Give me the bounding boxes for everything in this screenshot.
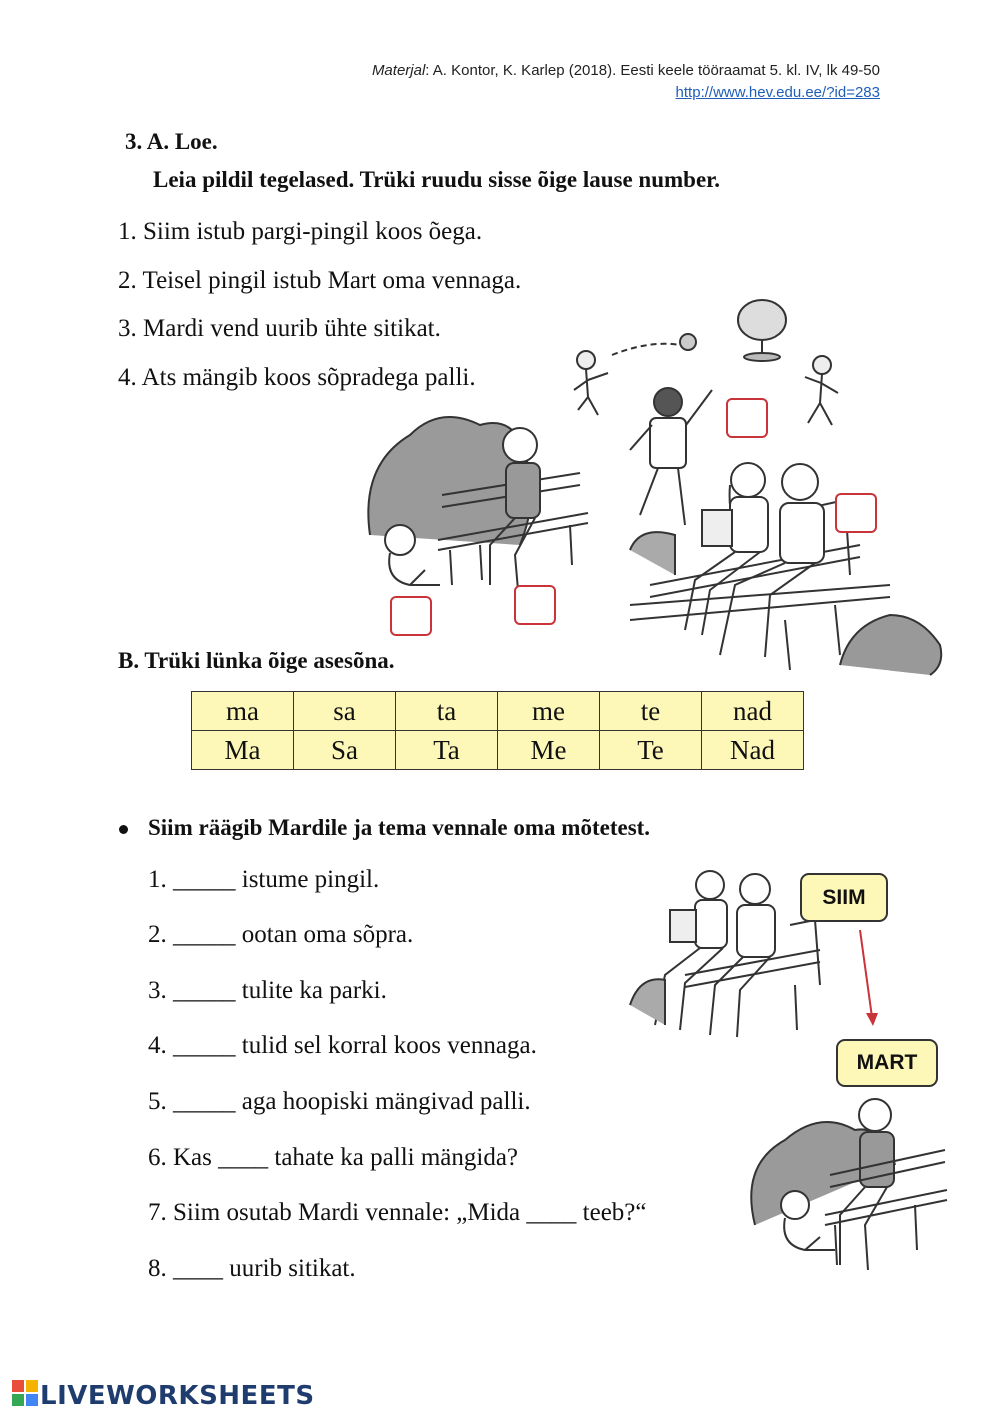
kid-running-icon <box>574 351 608 415</box>
taskb-heading: B. Trüki lünka õige asesõna. <box>118 648 395 673</box>
sentence-1: 1. Siim istub pargi-pingil koos õega. <box>118 218 483 245</box>
task-heading: 3. A. Loe. <box>125 129 218 154</box>
fill-item-4: 4. _____ tulid sel korral koos vennaga. <box>148 1032 537 1059</box>
mart-bench-illustration <box>735 1075 950 1285</box>
boy-throwing-icon <box>630 388 712 525</box>
table-cell: Te <box>600 731 702 770</box>
arrow-icon <box>855 925 885 1030</box>
fill-item-2: 2. _____ ootan oma sõpra. <box>148 921 414 948</box>
fill-item-3: 3. _____ tulite ka parki. <box>148 977 387 1004</box>
source-reference <box>372 60 880 104</box>
source-label: Materjal <box>371 62 426 79</box>
liveworksheets-logo-text: LIVEWORKSHEETS <box>40 1381 315 1411</box>
table-cell: Ma <box>192 731 294 770</box>
pronoun-table <box>191 691 804 770</box>
task-instruction: Leia pildil tegelased. Trüki ruudu sisse õige lause number. <box>153 167 721 192</box>
liveworksheets-logo-icon <box>12 1380 38 1413</box>
sentence-4: 4. Ats mängib koos sõpradega palli. <box>118 364 476 391</box>
table-cell: me <box>498 692 600 731</box>
mart-label: MART <box>836 1039 938 1087</box>
table-cell: te <box>600 692 702 731</box>
answer-box-ball-player[interactable] <box>726 398 768 438</box>
table-row <box>192 731 804 770</box>
sentence-2: 2. Teisel pingil istub Mart oma vennaga. <box>118 267 522 294</box>
table-cell: Sa <box>294 731 396 770</box>
source-link[interactable]: http://www.hev.edu.ee/?id=283 <box>675 84 880 101</box>
source-text: : A. Kontor, K. Karlep (2018). Eesti keele tööraamat 5. kl. IV, lk 49-50 <box>425 62 880 79</box>
tree-icon <box>738 300 786 361</box>
table-cell: ma <box>192 692 294 731</box>
sentence-3: 3. Mardi vend uurib ühte sitikat. <box>118 315 441 342</box>
ball-icon <box>680 334 696 350</box>
table-cell: Ta <box>396 731 498 770</box>
table-row <box>192 692 804 731</box>
table-cell: nad <box>702 692 804 731</box>
table-cell: Me <box>498 731 600 770</box>
fill-item-8: 8. ____ uurib sitikat. <box>148 1255 356 1282</box>
fill-item-7: 7. Siim osutab Mardi vennale: „Mida ____ teeb?“ <box>148 1199 647 1226</box>
kid-right-icon <box>805 356 838 425</box>
answer-box-siim[interactable] <box>835 493 877 533</box>
fill-item-5: 5. _____ aga hoopiski mängivad palli. <box>148 1088 531 1115</box>
answer-box-mart[interactable] <box>514 585 556 625</box>
bullet-icon <box>119 825 128 834</box>
answer-box-brother[interactable] <box>390 596 432 636</box>
siim-bench-illustration <box>625 865 825 1055</box>
table-cell: ta <box>396 692 498 731</box>
table-cell: Nad <box>702 731 804 770</box>
fill-item-6: 6. Kas ____ tahate ka palli mängida? <box>148 1144 519 1171</box>
liveworksheets-logo <box>12 1380 315 1413</box>
bullet-text: Siim räägib Mardile ja tema vennale oma mõtetest. <box>148 815 651 840</box>
siim-label: SIIM <box>800 873 888 922</box>
table-cell: sa <box>294 692 396 731</box>
fill-item-1: 1. _____ istume pingil. <box>148 866 380 893</box>
